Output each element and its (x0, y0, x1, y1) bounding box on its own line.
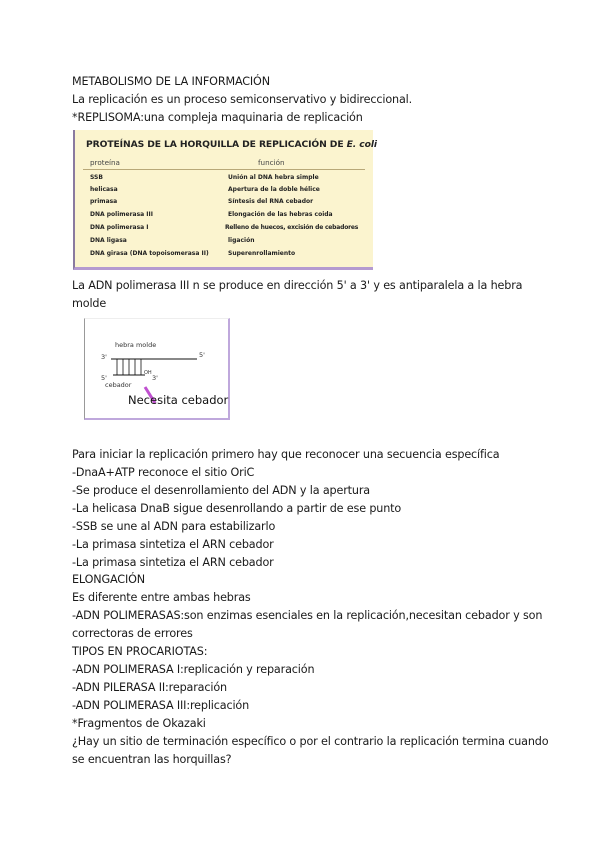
diagram-caption: Necesita cebador (128, 393, 229, 407)
paso-item: -Se produce el desenrollamiento del ADN y la apertura (72, 484, 370, 497)
row-function: Superenrollamiento (228, 250, 296, 257)
label-oh: OH (144, 370, 152, 376)
row-function: Síntesis del RNA cebador (228, 198, 314, 205)
elongacion-heading: ELONGACIÓN (72, 573, 145, 586)
diferente-text: Es diferente entre ambas hebras (72, 591, 251, 604)
header-divider (83, 169, 365, 170)
tipo-item: -ADN POLIMERASA I:replicación y reparación (72, 663, 315, 676)
row-protein: helicasa (90, 186, 118, 193)
paso-item: -SSB se une al ADN para estabilizarlo (72, 520, 276, 533)
doc-title: METABOLISMO DE LA INFORMACIÓN (72, 75, 270, 88)
row-function: Apertura de la doble hélice (228, 186, 320, 193)
label-5-prime-right: 5' (199, 351, 205, 359)
row-protein: DNA girasa (DNA topoisomerasa II) (90, 250, 209, 257)
row-protein: DNA polimerasa III (90, 211, 153, 218)
table-title-species: E. coli (346, 139, 377, 150)
polimerasas-line2: correctoras de errores (72, 627, 193, 640)
row-protein: DNA ligasa (90, 237, 127, 244)
protein-table-figure (73, 130, 377, 270)
row-function: Unión al DNA hebra simple (228, 174, 319, 181)
label-5-prime-left: 5' (101, 374, 107, 382)
polimerasas-line1: -ADN POLIMERASAS:son enzimas esenciales en la replicación,necesitan cebador y son (72, 609, 543, 622)
primer-diagram-figure (84, 318, 230, 420)
tipos-heading: TIPOS EN PROCARIOTAS: (72, 645, 208, 658)
polimerasa-direction-line2: molde (72, 297, 107, 310)
label-3-prime-mid: 3' (152, 374, 158, 382)
replisoma-text: *REPLISOMA:una compleja maquinaria de replicación (72, 111, 363, 124)
row-function: ligación (228, 237, 255, 244)
label-cebador: cebador (105, 381, 132, 389)
okazaki-text: *Fragmentos de Okazaki (72, 717, 206, 730)
table-title-main: PROTEÍNAS DE LA HORQUILLA DE REPLICACIÓN DE (86, 139, 344, 150)
table-row (75, 224, 373, 235)
row-function: Elongación de las hebras coida (228, 211, 333, 218)
pregunta-line2: se encuentran las horquillas? (72, 753, 232, 766)
table-row (75, 250, 373, 261)
label-3-prime-left: 3' (101, 353, 107, 361)
pregunta-line1: ¿Hay un sitio de terminación específico o por el contrario la replicación termina cuando (72, 735, 549, 748)
tipo-item: -ADN PILERASA II:reparación (72, 681, 227, 694)
col-header-function: función (258, 158, 285, 167)
row-protein: DNA polimerasa I (90, 224, 149, 231)
table-row (75, 237, 373, 248)
col-header-protein: proteína (90, 158, 120, 167)
table-row (75, 186, 373, 197)
iniciar-text: Para iniciar la replicación primero hay que reconocer una secuencia específica (72, 448, 500, 461)
label-hebra-molde: hebra molde (115, 341, 157, 349)
row-function: Relleno de huecos, excisión de cebadores (225, 224, 359, 231)
row-protein: primasa (90, 198, 118, 205)
row-protein: SSB (90, 174, 103, 181)
table-row (75, 198, 373, 209)
paso-item: -La helicasa DnaB sigue desenrollando a partir de ese punto (72, 502, 402, 515)
polimerasa-direction-line1: La ADN polimerasa III n se produce en dirección 5' a 3' y es antiparalela a la hebra (72, 279, 523, 292)
intro-text: La replicación es un proceso semiconservativo y bidireccional. (72, 93, 413, 106)
tipo-item: -ADN POLIMERASA III:replicación (72, 699, 250, 712)
table-title (86, 139, 377, 150)
table-row (75, 211, 373, 222)
paso-item: -DnaA+ATP reconoce el sitio OriC (72, 466, 255, 479)
paso-item: -La primasa sintetiza el ARN cebador (72, 556, 274, 569)
paso-item: -La primasa sintetiza el ARN cebador (72, 538, 274, 551)
table-row (75, 174, 373, 185)
